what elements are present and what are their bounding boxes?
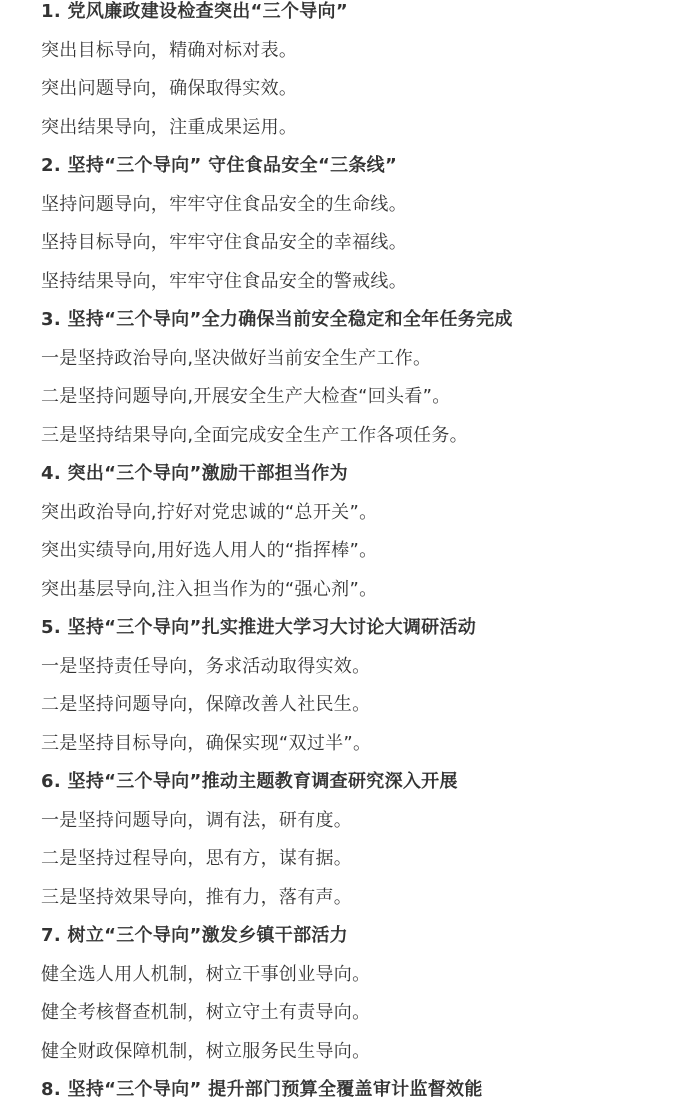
- section-2: [41, 147, 681, 301]
- list-item: 一是坚持政治导向,坚决做好当前安全生产工作。: [41, 347, 432, 369]
- section-8: [41, 1071, 681, 1110]
- list-item: 三是坚持目标导向，确保实现“双过半”。: [41, 732, 372, 754]
- section-heading: 1. 党风廉政建设检查突出“三个导向”: [41, 1, 348, 22]
- list-item: 突出目标导向，精确对标对表。: [41, 39, 298, 61]
- list-item: 三是坚持效果导向，推有力，落有声。: [41, 886, 353, 908]
- section-6: [41, 763, 681, 917]
- section-heading: 3. 坚持“三个导向”全力确保当前安全稳定和全年任务完成: [41, 309, 513, 330]
- section-heading: 6. 坚持“三个导向”推动主题教育调查研究深入开展: [41, 771, 458, 792]
- section-5: [41, 609, 681, 763]
- section-heading: 8. 坚持“三个导向” 提升部门预算全覆盖审计监督效能: [41, 1079, 483, 1100]
- list-item: 健全考核督查机制，树立守土有责导向。: [41, 1002, 371, 1023]
- section-heading: 5. 坚持“三个导向”扎实推进大学习大讨论大调研活动: [41, 617, 477, 638]
- list-item: 突出实绩导向,用好选人用人的“指挥棒”。: [41, 540, 378, 561]
- section-heading: 4. 突出“三个导向”激励干部担当作为: [41, 463, 348, 484]
- list-item: 二是坚持问题导向,开展安全生产大检查“回头看”。: [41, 386, 451, 407]
- list-item: 坚持结果导向，牢牢守住食品安全的警戒线。: [41, 270, 407, 292]
- section-3: [41, 301, 681, 455]
- list-item: 突出基层导向,注入担当作为的“强心剂”。: [41, 578, 378, 600]
- list-item: 健全选人用人机制，树立干事创业导向。: [41, 963, 371, 985]
- list-item: 三是坚持结果导向,全面完成安全生产工作各项任务。: [41, 424, 468, 446]
- section-heading: 2. 坚持“三个导向” 守住食品安全“三条线”: [41, 155, 398, 176]
- list-item: 一是坚持问题导向，调有法，研有度。: [41, 809, 353, 831]
- list-item: 二是坚持过程导向，思有方，谋有据。: [41, 848, 353, 869]
- document-body: [41, 0, 681, 1110]
- section-7: [41, 917, 681, 1071]
- list-item: 二是坚持问题导向，保障改善人社民生。: [41, 694, 371, 715]
- list-item: 一是坚持责任导向，务求活动取得实效。: [41, 655, 371, 677]
- section-heading: 7. 树立“三个导向”激发乡镇干部活力: [41, 925, 348, 946]
- section-4: [41, 455, 681, 609]
- list-item: 坚持目标导向，牢牢守住食品安全的幸福线。: [41, 232, 407, 253]
- list-item: 坚持问题导向，牢牢守住食品安全的生命线。: [41, 193, 407, 215]
- list-item: 突出政治导向,拧好对党忠诚的“总开关”。: [41, 501, 378, 523]
- list-item: 突出问题导向，确保取得实效。: [41, 78, 298, 99]
- list-item: 健全财政保障机制，树立服务民生导向。: [41, 1040, 371, 1062]
- list-item: 突出结果导向，注重成果运用。: [41, 116, 298, 138]
- section-1: [41, 0, 681, 147]
